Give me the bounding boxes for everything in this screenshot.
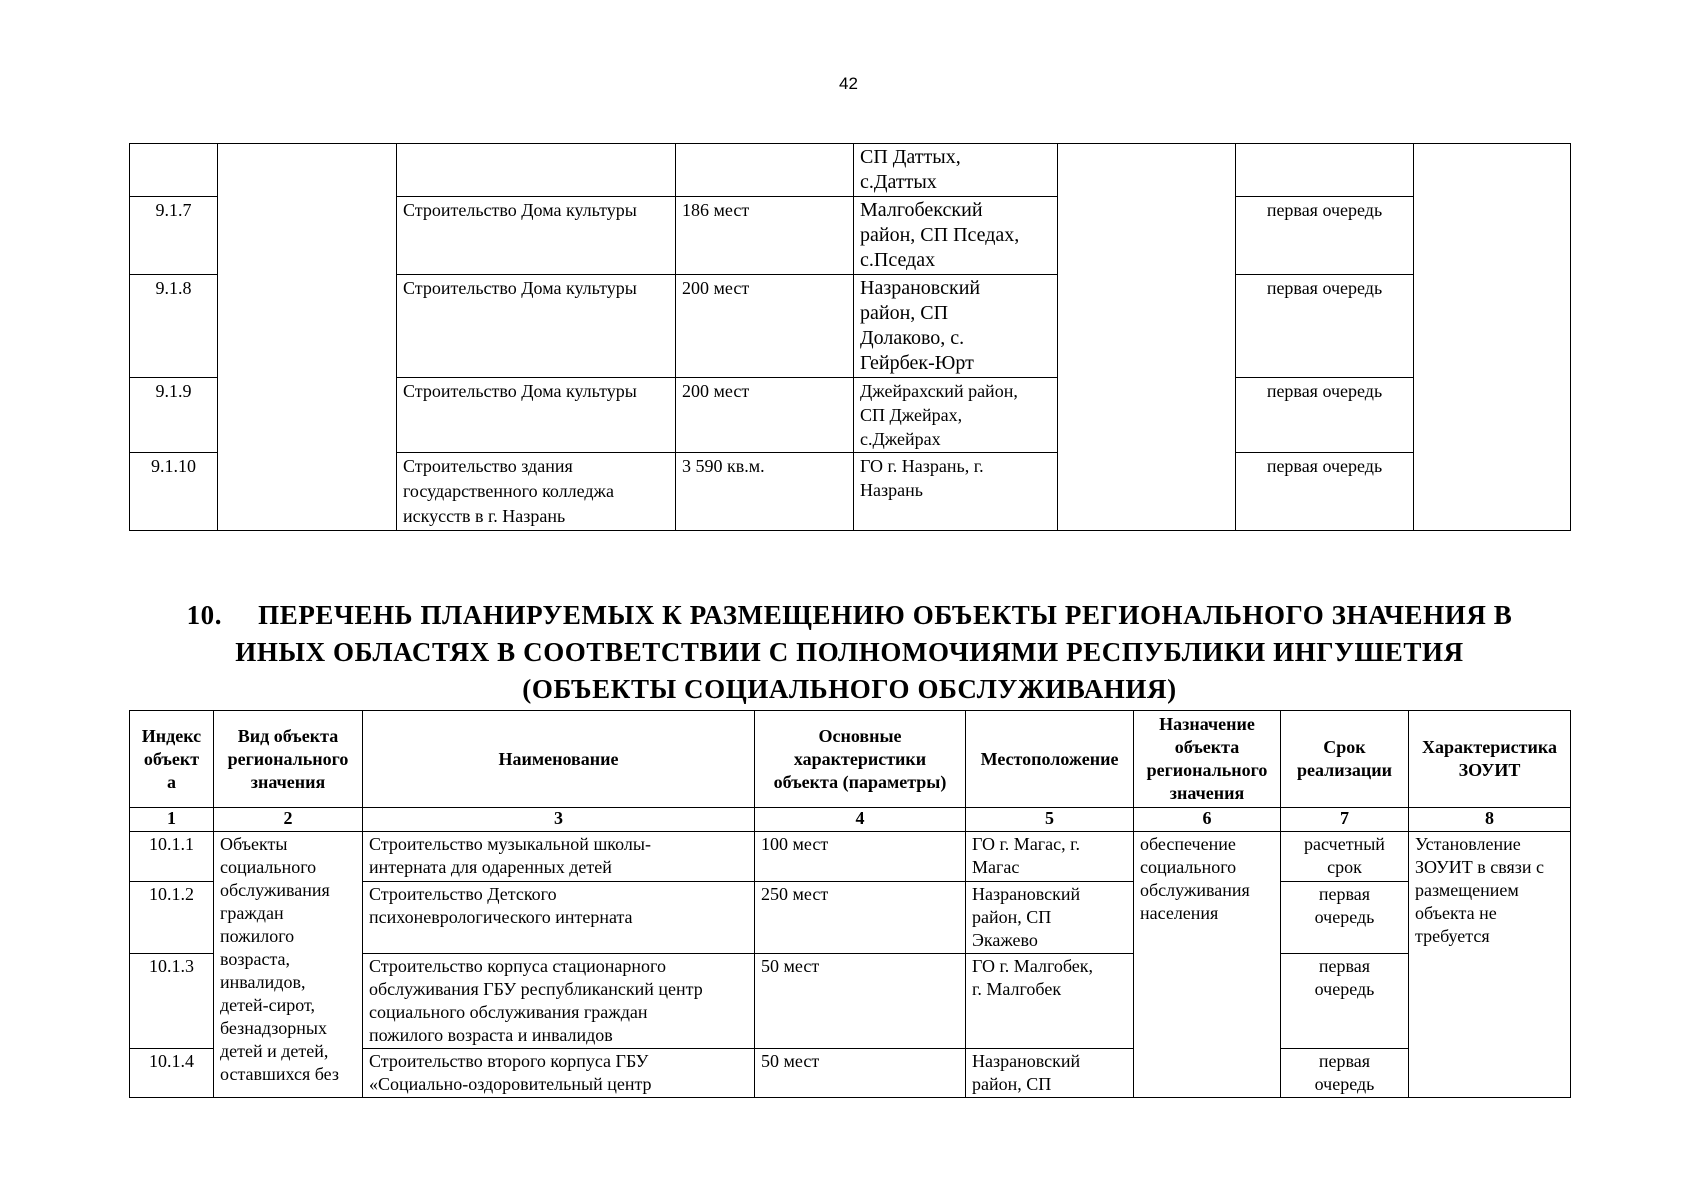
location-cell: ГО г. Магас, г. Магас bbox=[966, 832, 1134, 882]
index-cell: 9.1.10 bbox=[130, 453, 218, 531]
params-cell: 200 мест bbox=[676, 275, 854, 378]
section-title-line: ИНЫХ ОБЛАСТЯХ В СООТВЕТСТВИИ С ПОЛНОМОЧИЯМИ РЕСПУБЛИКИ ИНГУШЕТИЯ bbox=[235, 637, 1464, 667]
params-cell: 186 мест bbox=[676, 197, 854, 275]
header-object-type: Вид объекта регионального значения bbox=[214, 711, 363, 808]
column-number-row: 1 2 3 4 5 6 7 8 bbox=[130, 808, 1571, 832]
name-cell: Строительство здания государственного колледжа искусств в г. Назрань bbox=[397, 453, 676, 531]
term-cell: первая очередь bbox=[1236, 378, 1414, 453]
location-cell: Назрановский район, СП Экажево bbox=[966, 882, 1134, 954]
term-cell: первая очередь bbox=[1236, 453, 1414, 531]
section-heading bbox=[129, 597, 1570, 708]
params-cell: 3 590 кв.м. bbox=[676, 453, 854, 531]
term-cell: первая очередь bbox=[1281, 954, 1409, 1049]
header-purpose: Назначение объекта регионального значения bbox=[1134, 711, 1281, 808]
index-cell: 10.1.2 bbox=[130, 882, 214, 954]
location-cell: Джейрахский район, СП Джейрах, с.Джейрах bbox=[854, 378, 1058, 453]
header-params: Основные характеристики объекта (параметры) bbox=[755, 711, 966, 808]
index-cell: 10.1.4 bbox=[130, 1049, 214, 1098]
term-cell: первая очередь bbox=[1281, 1049, 1409, 1098]
object-type-cell: Объекты социального обслуживания граждан пожилого возраста, инвалидов, детей-сирот, безнадзорных детей и детей, оставшихся без bbox=[214, 832, 363, 1098]
table-row bbox=[130, 144, 1571, 197]
name-cell: Строительство Детского психоневрологического интерната bbox=[363, 882, 755, 954]
name-cell: Строительство музыкальной школы- интерната для одаренных детей bbox=[363, 832, 755, 882]
section-title-line: (ОБЪЕКТЫ СОЦИАЛЬНОГО ОБСЛУЖИВАНИЯ) bbox=[522, 674, 1177, 704]
location-cell: Назрановский район, СП bbox=[966, 1049, 1134, 1098]
index-cell: 9.1.8 bbox=[130, 275, 218, 378]
section-number: 10. bbox=[186, 600, 223, 630]
index-cell: 9.1.7 bbox=[130, 197, 218, 275]
header-term: Срок реализации bbox=[1281, 711, 1409, 808]
name-cell: Строительство второго корпуса ГБУ «Социально-оздоровительный центр bbox=[363, 1049, 755, 1098]
index-cell: 10.1.3 bbox=[130, 954, 214, 1049]
social-service-objects-table bbox=[129, 710, 1571, 1098]
header-location: Местоположение bbox=[966, 711, 1134, 808]
zouit-cell: Установление ЗОУИТ в связи с размещением объекта не требуется bbox=[1409, 832, 1571, 1098]
objects-table-continued bbox=[129, 143, 1571, 531]
page-number: 42 bbox=[839, 74, 858, 93]
params-cell: 50 мест bbox=[755, 1049, 966, 1098]
index-cell: 10.1.1 bbox=[130, 832, 214, 882]
term-cell: расчетный срок bbox=[1281, 832, 1409, 882]
purpose-cell: обеспечение социального обслуживания населения bbox=[1134, 832, 1281, 1098]
index-cell: 9.1.9 bbox=[130, 378, 218, 453]
params-cell: 100 мест bbox=[755, 832, 966, 882]
term-cell: первая очередь bbox=[1236, 197, 1414, 275]
location-cell: ГО г. Малгобек, г. Малгобек bbox=[966, 954, 1134, 1049]
name-cell: Строительство Дома культуры bbox=[397, 378, 676, 453]
term-cell: первая очередь bbox=[1236, 275, 1414, 378]
section-title-line: ПЕРЕЧЕНЬ ПЛАНИРУЕМЫХ К РАЗМЕЩЕНИЮ ОБЪЕКТЫ РЕГИОНАЛЬНОГО ЗНАЧЕНИЯ В bbox=[258, 600, 1513, 630]
params-cell: 50 мест bbox=[755, 954, 966, 1049]
table-row bbox=[130, 832, 1571, 882]
location-cell: СП Даттых, с.Даттых bbox=[854, 144, 1058, 197]
name-cell: Строительство корпуса стационарного обслуживания ГБУ республиканский центр социального обслуживания граждан пожилого возраста и инвалидов bbox=[363, 954, 755, 1049]
header-zouit: Характеристика ЗОУИТ bbox=[1409, 711, 1571, 808]
name-cell: Строительство Дома культуры bbox=[397, 275, 676, 378]
params-cell: 200 мест bbox=[676, 378, 854, 453]
params-cell: 250 мест bbox=[755, 882, 966, 954]
name-cell: Строительство Дома культуры bbox=[397, 197, 676, 275]
location-cell: Назрановский район, СП Долаково, с. Гейрбек-Юрт bbox=[854, 275, 1058, 378]
location-cell: Малгобекский район, СП Пседах, с.Пседах bbox=[854, 197, 1058, 275]
header-name: Наименование bbox=[363, 711, 755, 808]
header-row bbox=[130, 711, 1571, 808]
term-cell: первая очередь bbox=[1281, 882, 1409, 954]
location-cell: ГО г. Назрань, г. Назрань bbox=[854, 453, 1058, 531]
header-index: Индекс объект а bbox=[130, 711, 214, 808]
